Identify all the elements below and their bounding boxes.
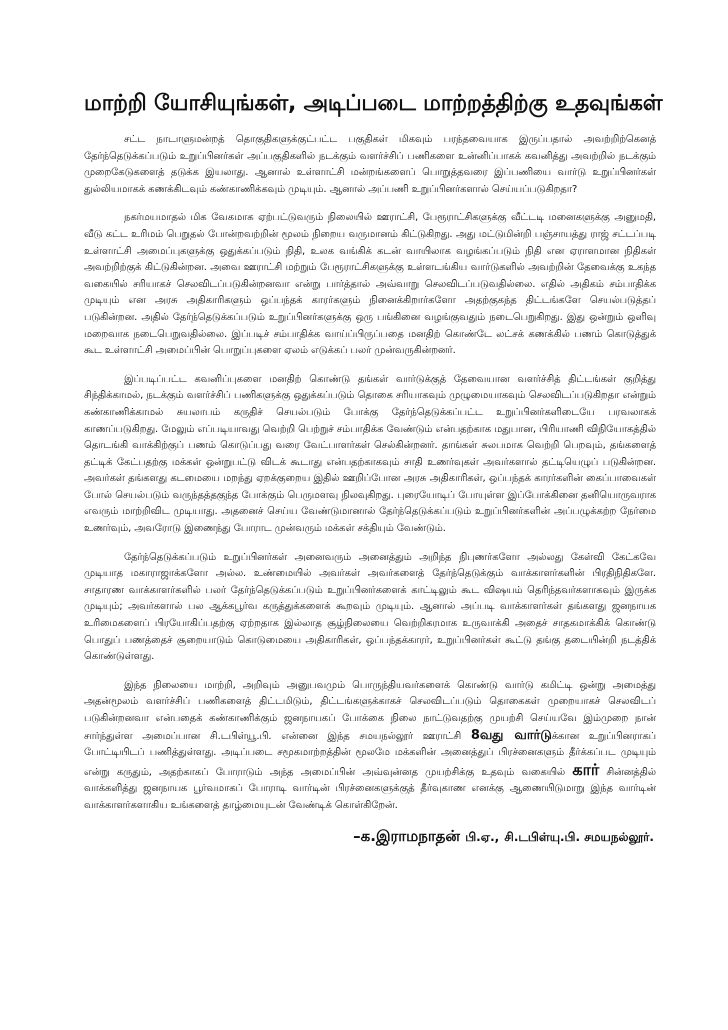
signature-degree: பி.ஏ., — [465, 829, 500, 844]
paragraph-5 — [84, 678, 656, 815]
paragraph-4: தேர்ந்தெடுக்கப்படும் உறுப்பினர்கள் அனைவரும் அனைத்தும் அறிந்த நிபுணர்களோ அல்லது கேள்வி கேட்கவே முடியாத மகாராஜாக்களோ அல்ல. உண்மையில் அவர்கள் அவர்களைத் தேர்ந்தெடுக்கும் வாக்காளர்களின் பிரதிநிதிகளே. சாதாரண வாக்காளர்களில் பலர் தேர்ந்தெடுக்கப்படும் உறுப்பினர்களைக் காட்டிலும் கூட விஷயம் தெரிந்தவர்களாகவும் இருக்க முடியும்; அவர்களால் பல ஆக்கபூர்வ கருத்துக்களைக் கூறவும் முடியும். ஆனால் அப்படி வாக்காளர்கள் தங்களது ஜனநாயக உரிமைகளைப் பிரயோகிப்பதற்கு ஏற்றதாக இல்லாத சூழ்நிலையை வெற்றிகரமாக உருவாக்கி அதைச் சாதகமாக்கிக் கொண்டு பொதுப் பணத்தைச் சூறையாடும் கொடுமையை அதிகாரிகள், ஒப்பந்தக்காரர், உறுப்பினர்கள் கூட்டு தங்கு தடையின்றி நடத்திக் கொண்டுள்ளது. — [84, 551, 656, 663]
paragraph-5-start: இந்த நிலையை மாற்றி, அறிவும் அனுபவமும் பொருந்தியவர்களைக் கொண்டு வார்டு கமிட்டி ஒன்று அமைத்து அதன்மூலம் வளர்ச்சிப் பணிகளைத் திட்டமிடும், திட்டங்களுக்காகச் செலவிடப்படும் தொகைகள் முறையாகச் செலவிடப் படுகின்றனவா என்பதைக் கண்காணிக்கும் ஜனநாயகப் போக்கை நிலை நாட்டுவதற்கு முயற்சி செய்யவே இம்முறை நான் சார்ந்துள்ள அமைப்பான சி.டபிள்யூ.பி. என்னை இந்த சமயநல்லூர் ஊராட்சி — [84, 679, 656, 742]
paragraph-3: இப்படிப்பட்ட கவனிப்புகளை மனதிற் கொண்டு தங்கள் வார்டுக்குத் தேவையான வளர்ச்சித் திட்டங்கள் குறித்து சிந்திக்காமல், நடக்கும் வளர்ச்சிப் பணிகளுக்கு ஒதுக்கப்படும் தொகை சரியாகவும் முழுமையாகவும் செலவிடப்படுகிறதா என்றும் கண்காணிக்காமல் சுயலாபம் கருதிச் செயல்படும் போக்கு தேர்ந்தெடுக்கப்பட்ட உறுப்பினர்களிடையே பரவலாகக் காணப்படுகிறது. மேலும் எப்படியாவது வெற்றி பெற்றுச் சம்பாதிக்க வேண்டும் என்பதற்காக மதுபான, பிரியாணி விநியோகத்தில் தொடங்கி வாக்கிற்குப் பணம் கொடுப்பது வரை வேட்பாளர்கள் செல்கின்றனர். தாங்கள் சுலபமாக வெற்றி பெறவும், தங்களைத் தட்டிக் கேட்பதற்கு மக்கள் ஒன்றுபட்டு விடக் கூடாது என்பதற்காகவும் சாதி உணர்வுகள் அவர்களால் தட்டியெழுப் படுகின்றன. அவர்கள் தங்களது கடமையை மறந்து ஏறக்குறைய இதில் ஊறிப்போன அரசு அதிகாரிகள், ஒப்பந்தக் காரர்களின் கைப்பாவைகள் போல் செயல்படும் வருந்தத்தகுந்த போக்கும் பெருமளவு நிலவுகிறது. புரையோடிப் போயுள்ள இப்போக்கினை தனியொருவராக எவரும் மாற்றிவிட முடியாது. அதனைச் செய்ய வேண்டுமானால் தேர்ந்தெடுக்கப்படும் உறுப்பினர்களின் அப்பழுக்கற்ற நேர்மை உணர்வும், அவரோடு இணைந்து போராட முன்வரும் மக்கள் சக்தியும் வேண்டும். — [84, 373, 656, 535]
signature-name: –க.இராமநாதன் — [353, 826, 460, 845]
election-symbol: கார் — [572, 759, 600, 779]
paragraph-5-middle: க்கான உறுப்பினராகப் போட்டியிடப் பணித்துள்ளது. அடிப்படை சமூகமாற்றத்தின் மூலமே மக்களின் அனைத்துப் பிரச்னைகளும் தீர்க்கப்பட முடியும் என்று கருதும், அதற்காகப் போராடும் அந்த அமைப்பின் அவ்வுன்னத முயற்சிக்கு உதவும் வகையில் — [84, 730, 657, 778]
page-title: மாற்றி யோசியுங்கள், அடிப்படை மாற்றத்திற்கு உதவுங்கள் — [84, 91, 663, 116]
signature — [84, 827, 656, 847]
paragraph-1: சட்ட நாடாளுமன்றத் தொகுதிகளுக்குட்பட்ட பகுதிகள் மிகவும் பரந்தவையாக இருப்பதால் அவற்றிற்கெனத் தேர்ந்தெடுக்கப்படும் உறுப்பினர்கள் அப்பகுதிகளில் நடக்கும் வளர்ச்சிப் பணிகளை உன்னிப்பாகக் கவனித்து அவற்றில் நடக்கும் முறைகேடுகளைத் தடுக்க இயலாது. ஆனால் உள்ளாட்சி மன்றங்களைப் பொறுத்தவரை இப்பணியை வார்டு உறுப்பினர்கள் துல்லியமாகக் கணக்கிடவும் கண்காணிக்கவும் முடியும். ஆனால் அப்பணி உறுப்பினர்களால் செய்யப்படுகிறதா? — [84, 134, 656, 195]
paragraph-2: நகர்மயமாதல் மிக வேகமாக ஏற்பட்டுவரும் நிலையில் ஊராட்சி, பேரூராட்சிகளுக்கு வீட்டடி மனைகளுக்கு அனுமதி, வீடு கட்ட உரிமம் பெறுதல் போன்றவற்றின் மூலம் நிறைய வருமானம் கிட்டுகிறது. அது மட்டுமின்றி பஞ்சாயத்து ராஜ் சட்டப்படி உள்ளாட்சி அமைப்புகளுக்கு ஒதுக்கப்படும் நிதி, உலக வங்கிக் கடன் வாயிலாக வழங்கப்படும் நிதி என ஏராளமான நிதிகள் அவற்றிற்குக் கிட்டுகின்றன. அவை ஊராட்சி மற்றும் பேரூராட்சிகளுக்கு உள்ளடங்கிய வார்டுகளில் அவற்றின் தேவைக்கு உகந்த வகையில் சரியாகச் செலவிடப்படுகின்றனவா என்று பார்த்தால் அவ்வாறு செலவிடப்படுவதில்லை. எதில் அதிகம் சம்பாதிக்க முடியும் என அரசு அதிகாரிகளும் ஒப்பந்தக் காரர்களும் நினைக்கிறார்களோ அதற்குகந்த திட்டங்களே செயல்படுத்தப் படுகின்றன. அதில் தேர்ந்தெடுக்கப்படும் உறுப்பினர்களுக்கு ஒரு பங்கினை வழங்குவதும் நடைபெறுகிறது. இது ஒன்றும் ஒளிவு மறைவாக நடைபெறுவதில்லை. இப்படிச் சம்பாதிக்க வாய்ப்பிருப்பதை மனதிற் கொண்டே லட்சக் கணக்கில் பணம் கொடுத்துக் கூட உள்ளாட்சி அமைப்பின் பொறுப்புகளை ஏலம் எடுக்கப் பலர் முன்வருகின்றனர். — [84, 212, 656, 357]
signature-affiliation: சி.டபிள்யு.பி. சமயநல்லூர். — [504, 829, 654, 844]
paragraph-5-end: சின்னத்தில் வாக்களித்து ஜனநாயக பூர்வமாகப் போராடி வார்டின் பிரச்னைகளுக்குத் தீர்வுகாண எனக்கு ஆணையிடுமாறு இந்த வார்டின் வாக்காளர்களாகிய உங்களைத் தாழ்மையுடன் வேண்டிக் கொள்கிறேன். — [84, 766, 656, 811]
ward-number: 8வது வார்டு — [470, 727, 552, 743]
